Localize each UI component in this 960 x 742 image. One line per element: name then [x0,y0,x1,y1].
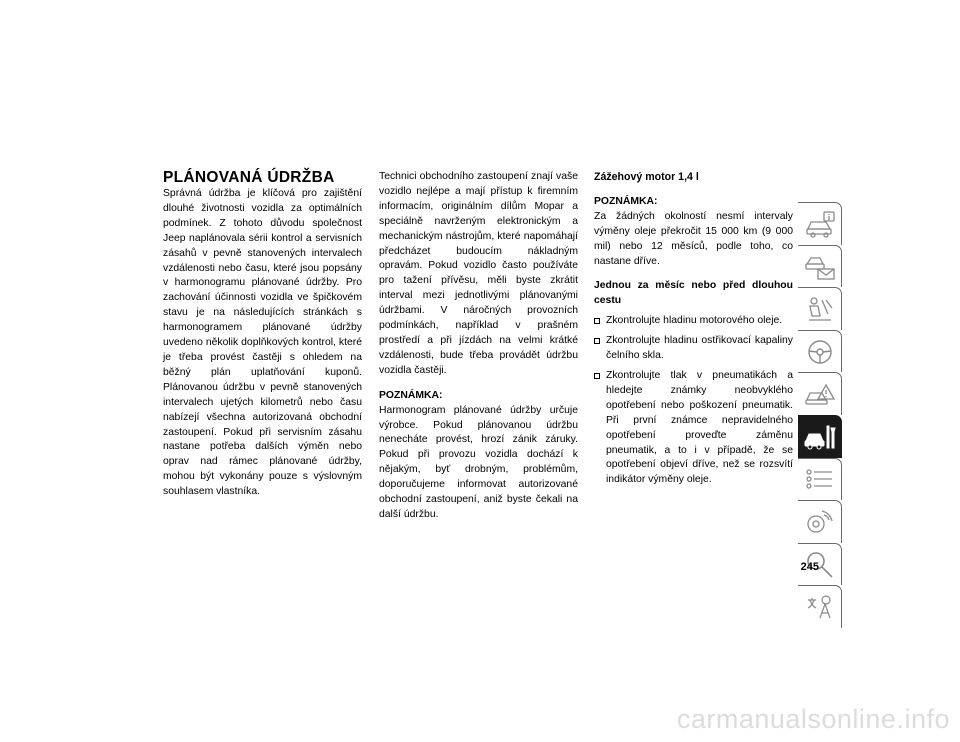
tab-multimedia[interactable] [798,500,842,543]
dealer-paragraph: Technici obchodního zastoupení znají vaše vozidlo nejlépe a mají přístup k firemním informacím, originálním dílům Mopar a speciálně navrženým elektronickým a mechanickým nástrojům, které napomáhají předcházet budoucím nákladným opravám. Pokud vozidlo často používáte pro tažení přívěsu, měli byste zkrátit interval mezi jednotlivými plánovanými údržbami. V náročných provozních podmínkách, například v prašném prostředí a při jízdách na velmi krátké vzdálenosti, bude třeba provádět údržbu vozidla častěji. [379,171,578,376]
car-info-icon [804,209,836,239]
tab-specifications[interactable] [798,458,842,501]
checkbox-square-icon [594,373,600,379]
page-title: PLÁNOVANÁ ÚDRŽBA [163,169,335,186]
note-label: POZNÁMKA: [379,389,443,401]
note-text: Harmonogram plánované údržby určuje výrobce. Pokud plánovanou údržbu nenecháte provést, hrozí zánik záruky. Pokud při provozu vozidla dochází k nějakým, byť drobným, problémům, doporučujeme informovat autorizované obchodní zastoupení, aniž byste čekali na další údržbu. [379,404,578,520]
watermark: carmanualsonline.info [676,704,950,734]
tab-steering[interactable] [798,330,842,373]
note-label: POZNÁMKA: [594,195,658,207]
tab-car-service[interactable] [798,415,842,458]
multimedia-icon [804,507,836,537]
checkbox-square-icon [594,338,600,344]
column-1 [163,187,362,500]
car-mail-icon [804,252,836,282]
intro-paragraph: Správná údržba je klíčová pro zajištění dlouhé životnosti vozidla za optimálních podmínek. Z tohoto důvodu společnost Jeep naplánovala sérii kontrol a servisních zásahů v pevně stanovených intervalech vzdálenosti nebo času, které jsou popsány v harmonogramu plánované údržby. Pro zachování účinnosti vozidla ve špičkovém stavu je na následujících stránkách s harmonogramem plánované údržby uvedeno několik doplňkových kontrol, které je třeba provést častěji s ohledem na běžný plán uplatňování kuponů. Plánovanou údržbu v pevně stanovených intervalech ujetých kilometrů nebo času nabízejí všechna autorizovaná obchodní zastoupení. Pokud při servisním zásahu nastane potřeba dalších výměn nebo oprav nad rámec plánované údržby, mohou být vykonány pouze s výslovným souhlasem vlastníka. [163,188,362,498]
monthly-heading: Jednou za měsíc nebo před dlouhou cestu [594,280,793,307]
column-2 [379,170,578,523]
tab-car-warning[interactable] [798,372,842,415]
checkbox-square-icon [594,318,600,324]
car-service-icon [804,422,836,452]
engine-subheading: Zážehový motor 1,4 l [594,171,699,183]
column-3 [594,170,793,493]
tab-car-mail[interactable] [798,245,842,288]
tab-car-info[interactable] [798,202,842,245]
tab-language[interactable] [798,585,842,628]
car-safety-icon [804,294,836,324]
tab-car-safety[interactable] [798,287,842,330]
car-warning-icon [804,379,836,409]
page-number: 245 [800,561,819,573]
note-text: Za žádných okolností nesmí intervaly výměny oleje překročit 15 000 km (9 000 mil) nebo 12 měsíců, podle toho, co nastane dříve. [594,210,793,267]
steering-wheel-icon [804,337,836,367]
checklist-item: Zkontrolujte tlak v pneumatikách a hledejte známky neobvyklého opotřebení nebo poškození pneumatik. Při první známce nepravidelného opotřebení proveďte záměnu pneumatik, a to i v případě, že se opotřebení objeví dříve, než se rozsvítí indikátor výměny oleje. [594,369,793,488]
language-icon [804,592,836,622]
specifications-list-icon [804,465,836,495]
checklist-item: Zkontrolujte hladinu motorového oleje. [594,314,793,329]
checklist-item: Zkontrolujte hladinu ostřikovací kapaliny čelního skla. [594,334,793,364]
